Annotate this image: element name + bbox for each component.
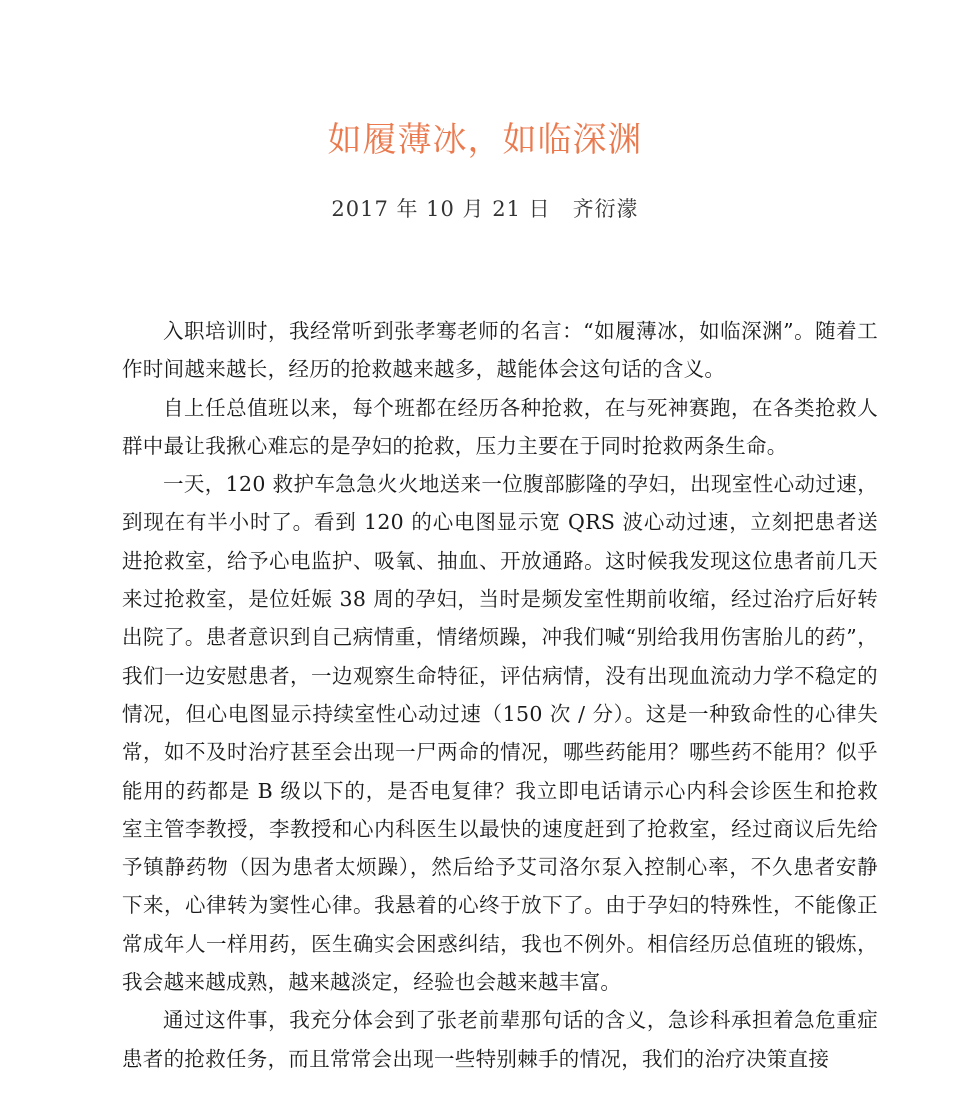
paragraph: 自上任总值班以来，每个班都在经历各种抢救，在与死神赛跑，在各类抢救人群中最让我揪心难忘的是孕妇的抢救，压力主要在于同时抢救两条生命。 (122, 395, 878, 458)
article-byline: 2017 年 10 月 21 日 齐衍濛 (331, 197, 639, 221)
article-body (122, 312, 878, 1078)
paragraph: 入职培训时，我经常听到张孝骞老师的名言：“如履薄冰，如临深渊”。随着工作时间越来越长，经历的抢救越来越多，越能体会这句话的含义。 (122, 319, 878, 382)
paragraph: 一天，120 救护车急急火火地送来一位腹部膨隆的孕妇，出现室性心动过速，到现在有半小时了。看到 120 的心电图显示宽 QRS 波心动过速，立刻把患者送进抢救室，给予心电监护、吸氧、抽血、开放通路。这时候我发现这位患者前几天来过抢救室，是位妊娠 38 周的孕妇，当时是频发室性期前收缩，经过治疗后好转出院了。患者意识到自己病情重，情绪烦躁，冲我们喊“别给我用伤害胎儿的药”，我们一边安慰患者，一边观察生命特征，评估病情，没有出现血流动力学不稳定的情况，但心电图显示持续室性心动过速（150 次 / 分）。这是一种致命性的心律失常，如不及时治疗甚至会出现一尸两命的情况，哪些药能用？哪些药不能用？似乎能用的药都是 B 级以下的，是否电复律？我立即电话请示心内科会诊医生和抢救室主管李教授，李教授和心内科医生以最快的速度赶到了抢救室，经过商议后先给予镇静药物（因为患者太烦躁），然后给予艾司洛尔泵入控制心率，不久患者安静下来，心律转为窦性心律。我悬着的心终于放下了。由于孕妇的特殊性，不能像正常成年人一样用药，医生确实会困惑纠结，我也不例外。相信经历总值班的锻炼，我会越来越成熟，越来越淡定，经验也会越来越丰富。 (122, 472, 878, 995)
article-title: 如履薄冰，如临深渊 (327, 120, 643, 160)
paragraph: 通过这件事，我充分体会到了张老前辈那句话的含义，急诊科承担着急危重症患者的抢救任务，而且常常会出现一些特别棘手的情况，我们的治疗决策直接 (122, 1008, 878, 1071)
